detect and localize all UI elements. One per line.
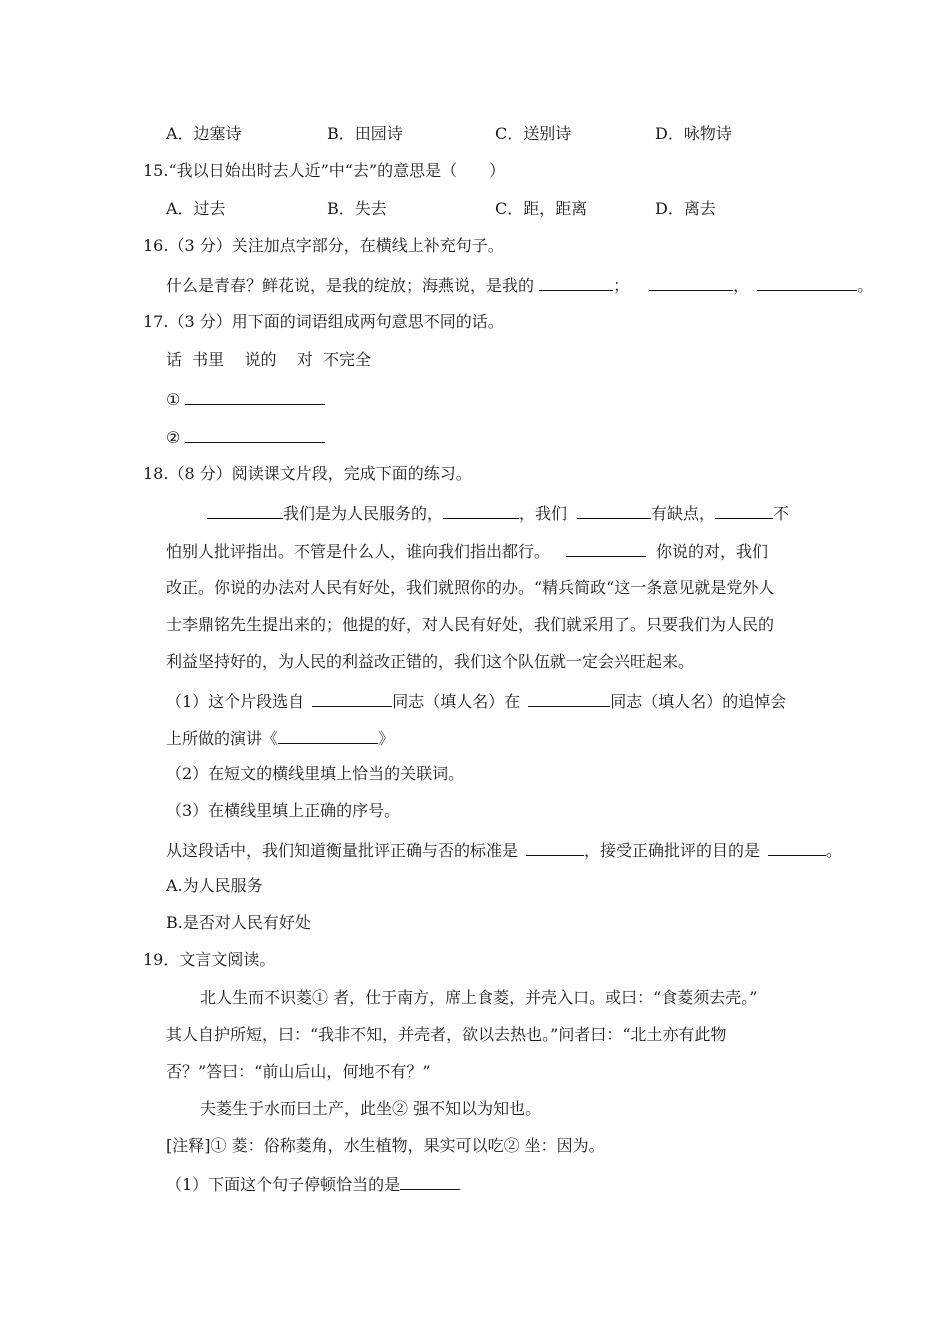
q18-conj-blank-4[interactable] [715,502,773,519]
q15-option-d: D．离去 [655,199,716,218]
q17-item-2-label: ② [166,428,181,447]
q17-line-2 [166,426,325,448]
q18-standard-blank[interactable] [526,839,584,856]
q18-sub1e: 》 [378,729,395,748]
q16-end: 。 [857,276,874,295]
q18-option-b: B.是否对人民有好处 [166,913,311,932]
q18-purpose-blank[interactable] [768,839,826,856]
q18-sub1d: 上所做的演讲《 [166,729,279,748]
q18-p1d: 不 [773,504,790,523]
q15-option-a: A．过去 [166,199,226,218]
q19-passage-line-2: 其人自护所短，曰：“我非不知，并壳者，欲以去热也。”问者曰：“北土亦有此物 [166,1025,727,1044]
q18-person-blank-2[interactable] [528,690,610,707]
q18-passage-line-4: 士李鼎铭先生提出来的；他提的好，对人民有好处，我们就采用了。只要我们为人民的 [166,615,775,634]
q18-person-blank-1[interactable] [312,690,392,707]
q18-passage-line-1 [207,502,789,524]
q16-sentence-start: 什么是青春？鲜花说，是我的绽放；海燕说，是我的 [166,276,535,295]
q19-sub1 [166,1173,460,1195]
q14-option-d: D．咏物诗 [655,124,732,143]
q18-p2a: 怕别人批评指出。不管是什么人，谁向我们指出都行。 [166,542,551,561]
q18-p2b: 你说的对，我们 [656,542,769,561]
q15-option-c: C．距，距离 [495,199,588,218]
q19-passage-line-1: 北人生而不识菱① 者，仕于南方，席上食菱，并壳入口。或曰：“食菱须去壳。” [200,988,758,1007]
q18-sub3-question [166,839,842,861]
q16-blank-2[interactable] [649,274,733,291]
q16-stem: 16.（3 分）关注加点字部分，在横线上补充句子。 [143,236,504,255]
q18-sub1a: （1）这个片段选自 [166,692,305,711]
q17-answer-2[interactable] [185,426,325,443]
q17-item-1-label: ① [166,390,181,409]
q18-conj-blank-3[interactable] [577,502,651,519]
q18-conj-blank-5[interactable] [566,540,646,557]
q18-p1b: ，我们 [519,504,568,523]
q17-answer-1[interactable] [185,388,325,405]
q15-option-b: B．失去 [327,199,387,218]
q16-separator-1: ； [613,276,630,295]
q14-option-a: A．边塞诗 [166,124,242,143]
q16-blank-3[interactable] [757,274,857,291]
q14-option-b: B．田园诗 [327,124,403,143]
q18-sub1c: 同志（填人名）的追悼会 [610,692,787,711]
q19-stem: 19．文言文阅读。 [143,950,276,969]
q16-sentence [166,274,873,296]
q18-speech-title-blank[interactable] [278,727,378,744]
q16-separator-2: ， [733,276,750,295]
q16-blank-1[interactable] [539,274,613,291]
q18-sub3a: 从这段话中，我们知道衡量批评正确与否的标准是 [166,841,519,860]
q18-passage-line-3: 改正。你说的办法对人民有好处，我们就照你的办。“精兵简政“这一条意见就是党外人 [166,578,775,597]
q18-passage-line-5: 利益坚持好的，为人民的利益改正错的，我们这个队伍就一定会兴旺起来。 [166,652,695,671]
q15-stem: 15.“我以日始出时去人近”中“去”的意思是（ ） [143,161,506,180]
q19-notes: [注释]① 菱：俗称菱角，水生植物，果实可以吃② 坐：因为。 [166,1136,605,1155]
q17-stem: 17.（3 分）用下面的词语组成两句意思不同的话。 [143,312,504,331]
q18-p1a: 我们是为人民服务的， [283,504,444,523]
q19-passage-line-4: 夫菱生于水而曰土产，此坐② 强不知以为知也。 [200,1099,542,1118]
q18-sub3b: ，接受正确批评的目的是 [584,841,761,860]
q18-sub1-line-2 [166,727,394,749]
q18-sub1b: 同志（填人名）在 [392,692,521,711]
q18-conj-blank-1[interactable] [207,502,283,519]
q18-option-a: A.为人民服务 [166,876,263,895]
q18-conj-blank-2[interactable] [443,502,519,519]
q19-sub1-text: （1）下面这个句子停顿恰当的是 [166,1175,401,1194]
q18-passage-line-2 [166,540,768,562]
q18-sub3: （3）在横线里填上正确的序号。 [166,801,401,820]
q18-sub3c: 。 [826,841,843,860]
q18-sub1-line-1 [166,690,786,712]
q18-sub2: （2）在短文的横线里填上恰当的关联词。 [166,764,465,783]
q19-sub1-blank[interactable] [400,1173,460,1190]
q19-passage-line-3: 否？”答曰：“前山后山，何地不有？” [166,1062,431,1081]
q18-p1c: 有缺点， [651,504,716,523]
q17-line-1 [166,388,325,410]
q18-stem: 18.（8 分）阅读课文片段，完成下面的练习。 [143,464,472,483]
q17-words: 话 书里 说的 对 不完全 [166,350,372,369]
q14-option-c: C．送别诗 [495,124,572,143]
